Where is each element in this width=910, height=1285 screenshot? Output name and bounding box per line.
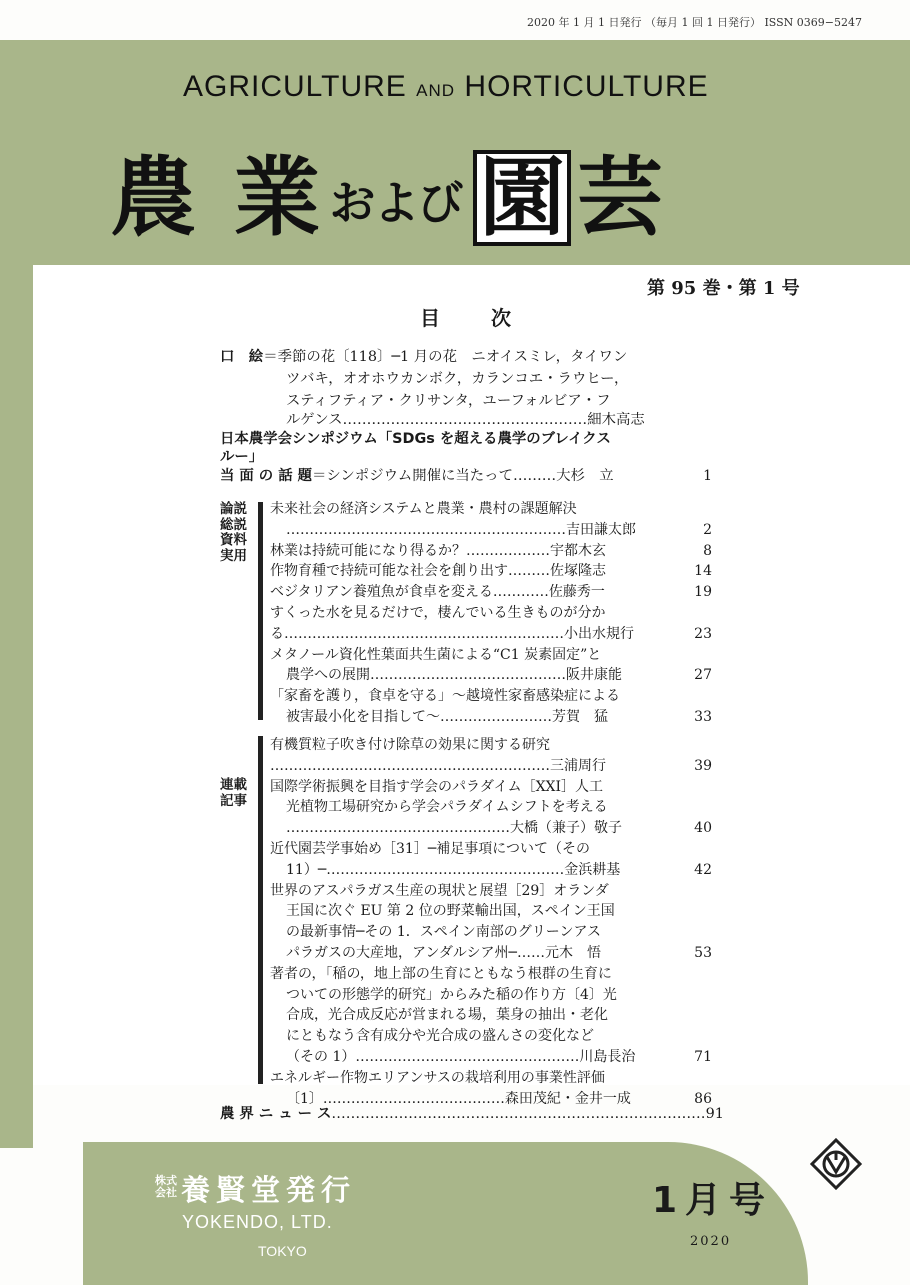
- toc-entry-line: 有機質粒子吹き付け除草の効果に関する研究: [270, 737, 550, 753]
- toc-entry-line: にともなう含有成分や光合成の盛んさの変化など: [286, 1028, 594, 1045]
- toc-entry-line: メタノール資化性葉面共生菌による“C1 炭素固定”と: [270, 646, 602, 663]
- news-label: 農 界 ニ ュ ー ス: [220, 1106, 332, 1122]
- issue-year: 2020: [690, 1234, 732, 1249]
- toc-page-number: 2: [703, 521, 712, 538]
- toc-page-number: 8: [703, 542, 712, 559]
- japanese-title-part3: 園: [473, 150, 571, 246]
- company-type-bottom: 会社: [155, 1186, 177, 1199]
- topic-page: 1: [703, 468, 712, 484]
- toc-entry-line: ……………………………………………………三浦周行: [270, 757, 606, 774]
- toc-entry-line: 〔1〕…………………………………森田茂紀・金井一成: [286, 1090, 631, 1107]
- japanese-title-part1: 農 業: [110, 148, 324, 248]
- japanese-title-part2: および: [329, 176, 462, 230]
- publisher-en: YOKENDO, LTD.: [182, 1212, 333, 1232]
- toc-entry-line: の最新事情─その 1．スペイン南部のグリーンアス: [286, 924, 601, 941]
- toc-page-number: 42: [694, 861, 712, 878]
- articles-category: [220, 502, 254, 564]
- toc-entry-line: 近代園芸学事始め［31］─補足事項について（その: [270, 841, 590, 857]
- toc-entry-line: 「家畜を護り，食卓を守る」～越境性家畜感染症による: [270, 688, 620, 705]
- category-label: 連載: [220, 777, 247, 793]
- series-bar: [258, 736, 263, 1084]
- toc-heading: 目 次: [420, 306, 533, 330]
- toc-entry-line: 作物育種で持続可能な社会を創り出す………佐塚隆志: [270, 563, 606, 580]
- frontispiece-text-1: ＝季節の花〔118〕─1 月の花 ニオイスミレ，タイワン: [263, 349, 628, 365]
- news-line: [220, 1102, 724, 1123]
- toc-entry-line: 11）─……………………………………………金浜耕基: [286, 861, 621, 878]
- toc-entry-line: 著者の，「稲の，地上部の生育にともなう根群の生育に: [270, 965, 612, 982]
- volume-number: 第 95 巻・第 1 号: [647, 278, 800, 299]
- toc-page-number: 33: [694, 709, 712, 725]
- toc-entry-line: …………………………………………大橋（兼子）敬子: [286, 820, 622, 837]
- topic-line: [220, 467, 614, 486]
- frontispiece-line-4: ルゲンス……………………………………………細木高志: [286, 412, 645, 428]
- english-title-and: AND: [416, 81, 456, 100]
- english-title-part1: AGRICULTURE: [183, 70, 407, 103]
- english-title-part2: HORTICULTURE: [464, 70, 709, 103]
- toc-entry-line: 王国に次ぐ EU 第 2 位の野菜輸出国，スペイン王国: [286, 903, 615, 920]
- toc-page-number: 23: [694, 625, 712, 642]
- toc-entry-line: 国際学術振興を目指す学会のパラダイム［XXI］人工: [270, 778, 604, 795]
- toc-entry-line: る……………………………………………………小出水規行: [270, 625, 634, 642]
- toc-page-number: 53: [694, 945, 712, 961]
- toc-entry-line: 世界のアスパラガス生産の現状と展望［29］オランダ: [270, 882, 609, 899]
- symposium-text-2: ルー」: [220, 449, 264, 465]
- issue-line: 2020 年 1 月 1 日発行 （毎月 1 回 1 日発行） ISSN 0369−5247: [527, 16, 862, 29]
- company-type-top: 株式: [155, 1174, 177, 1187]
- toc-page-number: 27: [694, 667, 712, 684]
- english-title: [183, 70, 709, 104]
- category-label: 論説: [220, 501, 247, 517]
- symposium-text-1: 日本農学会シンポジウム「SDGs を超える農学のブレイクス: [220, 431, 611, 447]
- toc-page-number: 86: [694, 1090, 712, 1107]
- frontispiece-line-2: ツバキ，オオホウカンボク，カランコエ・ラウヒー，: [286, 371, 629, 387]
- toc-entry-line: 未来社会の経済システムと農業・農村の課題解決: [270, 501, 577, 517]
- toc-page-number: 39: [694, 757, 712, 774]
- frontispiece-label: 口 絵: [220, 349, 264, 365]
- toc-entry-line: ついての形態学的研究」からみた稲の作り方〔4〕光: [286, 986, 617, 1003]
- frontispiece-line-3: スティフティア・クリサンタ，ユーフォルビア・フ: [286, 393, 611, 409]
- toc-entry-line: ベジタリアン養殖魚が食卓を変える…………佐藤秀一: [270, 584, 605, 601]
- toc-entry-line: エネルギー作物エリアンサスの栽培利用の事業性評価: [270, 1069, 605, 1086]
- left-band: [0, 268, 33, 1148]
- toc-page-number: 14: [694, 563, 712, 580]
- category-label: 記事: [220, 792, 247, 809]
- toc-entry-line: 林業は持続可能になり得るか？………………宇都木玄: [270, 542, 606, 559]
- topic-text: ＝シンポジウム開催に当たって………大杉 立: [312, 468, 614, 484]
- publisher-jp: 養賢堂発行: [181, 1173, 357, 1207]
- symposium-line-2: [220, 448, 263, 467]
- toc-entry-line: すくった水を見るだけで，棲んでいる生きものが分か: [270, 605, 606, 621]
- symposium-line-1: [220, 430, 611, 449]
- japanese-title-part4: 芸: [576, 148, 663, 248]
- news-dots: ……………………………………………………………………91: [331, 1106, 724, 1122]
- publisher-name: [155, 1168, 356, 1209]
- japanese-title: [110, 128, 663, 248]
- toc-entry-line: （その 1）…………………………………………川島長治: [286, 1049, 636, 1065]
- topic-label: 当 面 の 話 題: [220, 468, 312, 484]
- publisher-city: TOKYO: [258, 1243, 307, 1259]
- toc-entry-line: 農学への展開……………………………………阪井康能: [286, 667, 622, 684]
- category-label: 総説: [220, 516, 247, 533]
- frontispiece-line-1: [220, 348, 627, 367]
- series-category: [220, 778, 254, 809]
- articles-bar: [258, 502, 263, 720]
- issue-month: 1月号: [652, 1180, 774, 1221]
- category-label: 実用: [220, 547, 247, 564]
- toc-page-number: 71: [694, 1049, 712, 1065]
- toc-page-number: 19: [694, 584, 712, 601]
- toc-page-number: 40: [694, 820, 712, 837]
- toc-entry-line: 被害最小化を目指して～……………………芳賀 猛: [286, 709, 608, 725]
- category-label: 資料: [220, 532, 247, 548]
- toc-entry-line: 合成，光合成反応が営まれる場，葉身の抽出・老化: [286, 1007, 608, 1024]
- toc-entry-line: パラガスの大産地，アンダルシア州─……元木 悟: [286, 945, 601, 961]
- publisher-logo-icon: [810, 1138, 862, 1190]
- toc-entry-line: 光植物工場研究から学会パラダイムシフトを考える: [286, 799, 608, 816]
- company-type: [155, 1175, 181, 1199]
- toc-entry-line: ……………………………………………………吉田謙太郎: [286, 521, 636, 538]
